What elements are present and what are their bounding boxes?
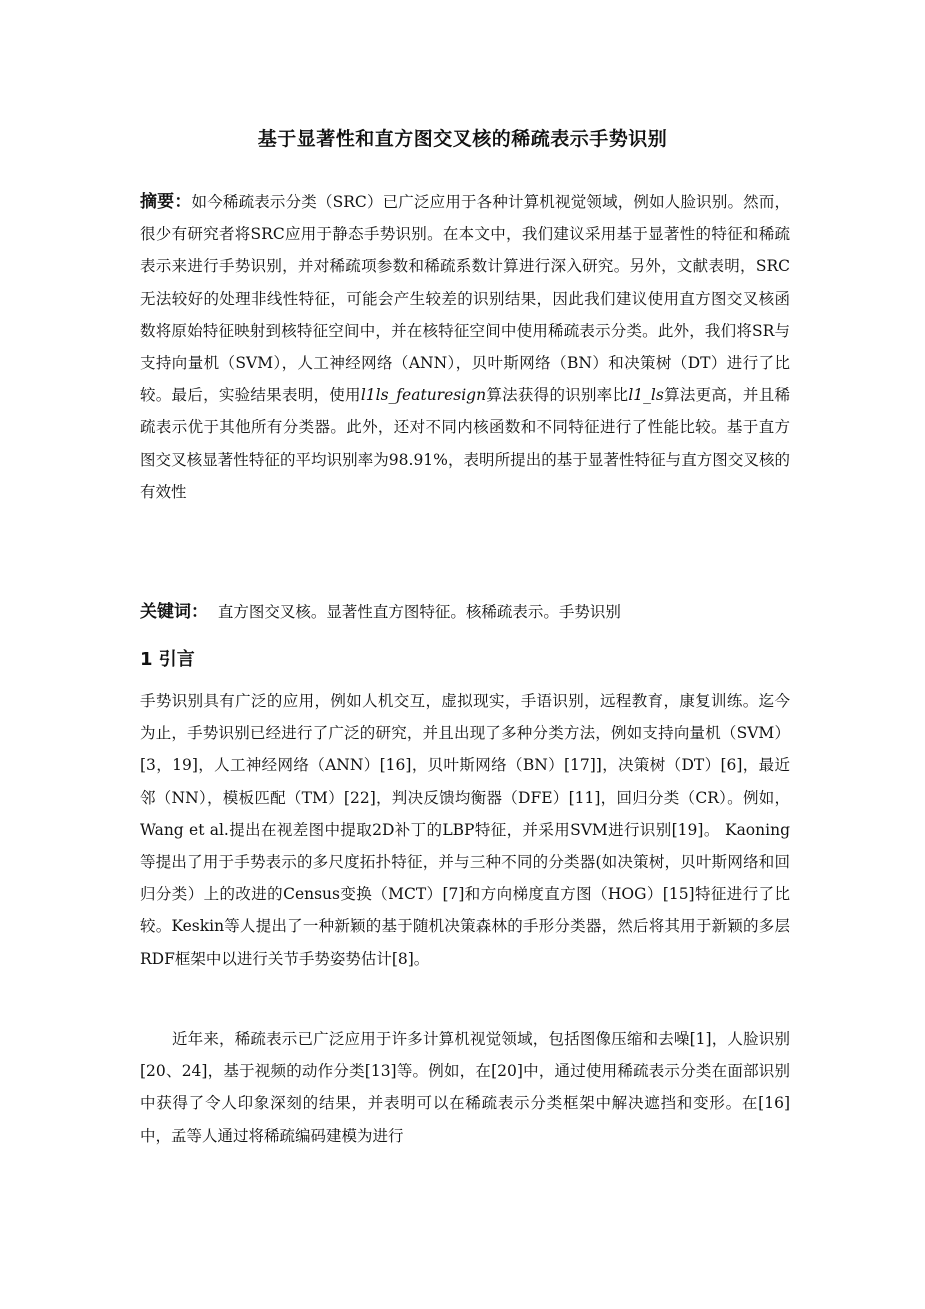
algorithm-name-2: l1_ls — [628, 386, 664, 405]
keywords-colon: ： — [191, 602, 208, 622]
abstract-text-part2: 算法获得的识别率比 — [486, 386, 629, 405]
abstract-text-part1: 如今稀疏表示分类（SRC）已广泛应用于各种计算机视觉领域，例如人脸识别。然而，很少有研究者将SRC应用于静态手势识别。在本文中，我们建议采用基于显著性的特征和稀疏表示来进行手势识别，并对稀疏项参数和稀疏系数计算进行深入研究。另外，文献表明，SRC无法较好的处理非线性特征，可能会产生较差的识别结果，因此我们建议使用直方图交叉核函数将原始特征映射到核特征空间中，并在核特征空间中使用稀疏表示分类。此外，我们将SR与支持向量机（SVM），人工神经网络（ANN），贝叶斯网络（BN）和决策树（DT）进行了比较。最后，实验结果表明，使用 — [140, 193, 791, 405]
keywords-section — [140, 596, 790, 628]
intro-paragraph-1: 手势识别具有广泛的应用，例如人机交互，虚拟现实，手语识别，远程教育，康复训练。迄今为止，手势识别已经进行了广泛的研究，并且出现了多种分类方法，例如支持向量机（SVM）[3，19]，人工神经网络（ANN）[16]，贝叶斯网络（BN）[17]]，决策树（DT）[6]，最近邻（NN），模板匹配（TM）[22]，判决反馈均衡器（DFE）[11]，回归分类（CR）。例如，Wang et al.提出在视差图中提取2D补丁的LBP特征，并采用SVM进行识别[19]。 Kaoning等提出了用于手势表示的多尺度拓扑特征，并与三种不同的分类器(如决策树，贝叶斯网络和回归分类）上的改进的Census变换（MCT）[7]和方向梯度直方图（HOG）[15]特征进行了比较。Keskin等人提出了一种新颖的基于随机决策森林的手形分类器，然后将其用于新颖的多层RDF框架中以进行关节手势姿势估计[8]。 — [140, 692, 790, 968]
abstract-section — [140, 186, 790, 508]
abstract-text-part3: 算法更高，并且稀疏表示优于其他所有分类器。此外，还对不同内核函数和不同特征进行了性能比较。基于直方图交叉核显著性特征的平均识别率为98.91%，表明所提出的基于显著性特征与直方图交叉核的有效性 — [140, 386, 790, 501]
abstract-label: 摘要 — [140, 192, 175, 212]
paper-title: 基于显著性和直方图交叉核的稀疏表示手势识别 — [257, 128, 668, 150]
abstract-paragraph — [140, 186, 790, 508]
algorithm-name-1: l1ls_featuresign — [360, 386, 487, 405]
intro-paragraph-2-block — [140, 1023, 790, 1152]
intro-paragraph-1-block — [140, 685, 790, 975]
abstract-colon: ： — [174, 192, 192, 212]
keywords-label: 关键词 — [140, 602, 191, 622]
keywords-text: 直方图交叉核。显著性直方图特征。核稀疏表示。手势识别 — [217, 603, 621, 621]
section-heading: 1 引言 — [140, 649, 195, 670]
intro-paragraph-2: 近年来，稀疏表示已广泛应用于许多计算机视觉领域，包括图像压缩和去噪[1]，人脸识别[20、24]，基于视频的动作分类[13]等。例如，在[20]中，通过使用稀疏表示分类在面部识别中获得了令人印象深刻的结果，并表明可以在稀疏表示分类框架中解决遮挡和变形。在[16]中，孟等人通过将稀疏编码建模为进行 — [140, 1030, 790, 1145]
